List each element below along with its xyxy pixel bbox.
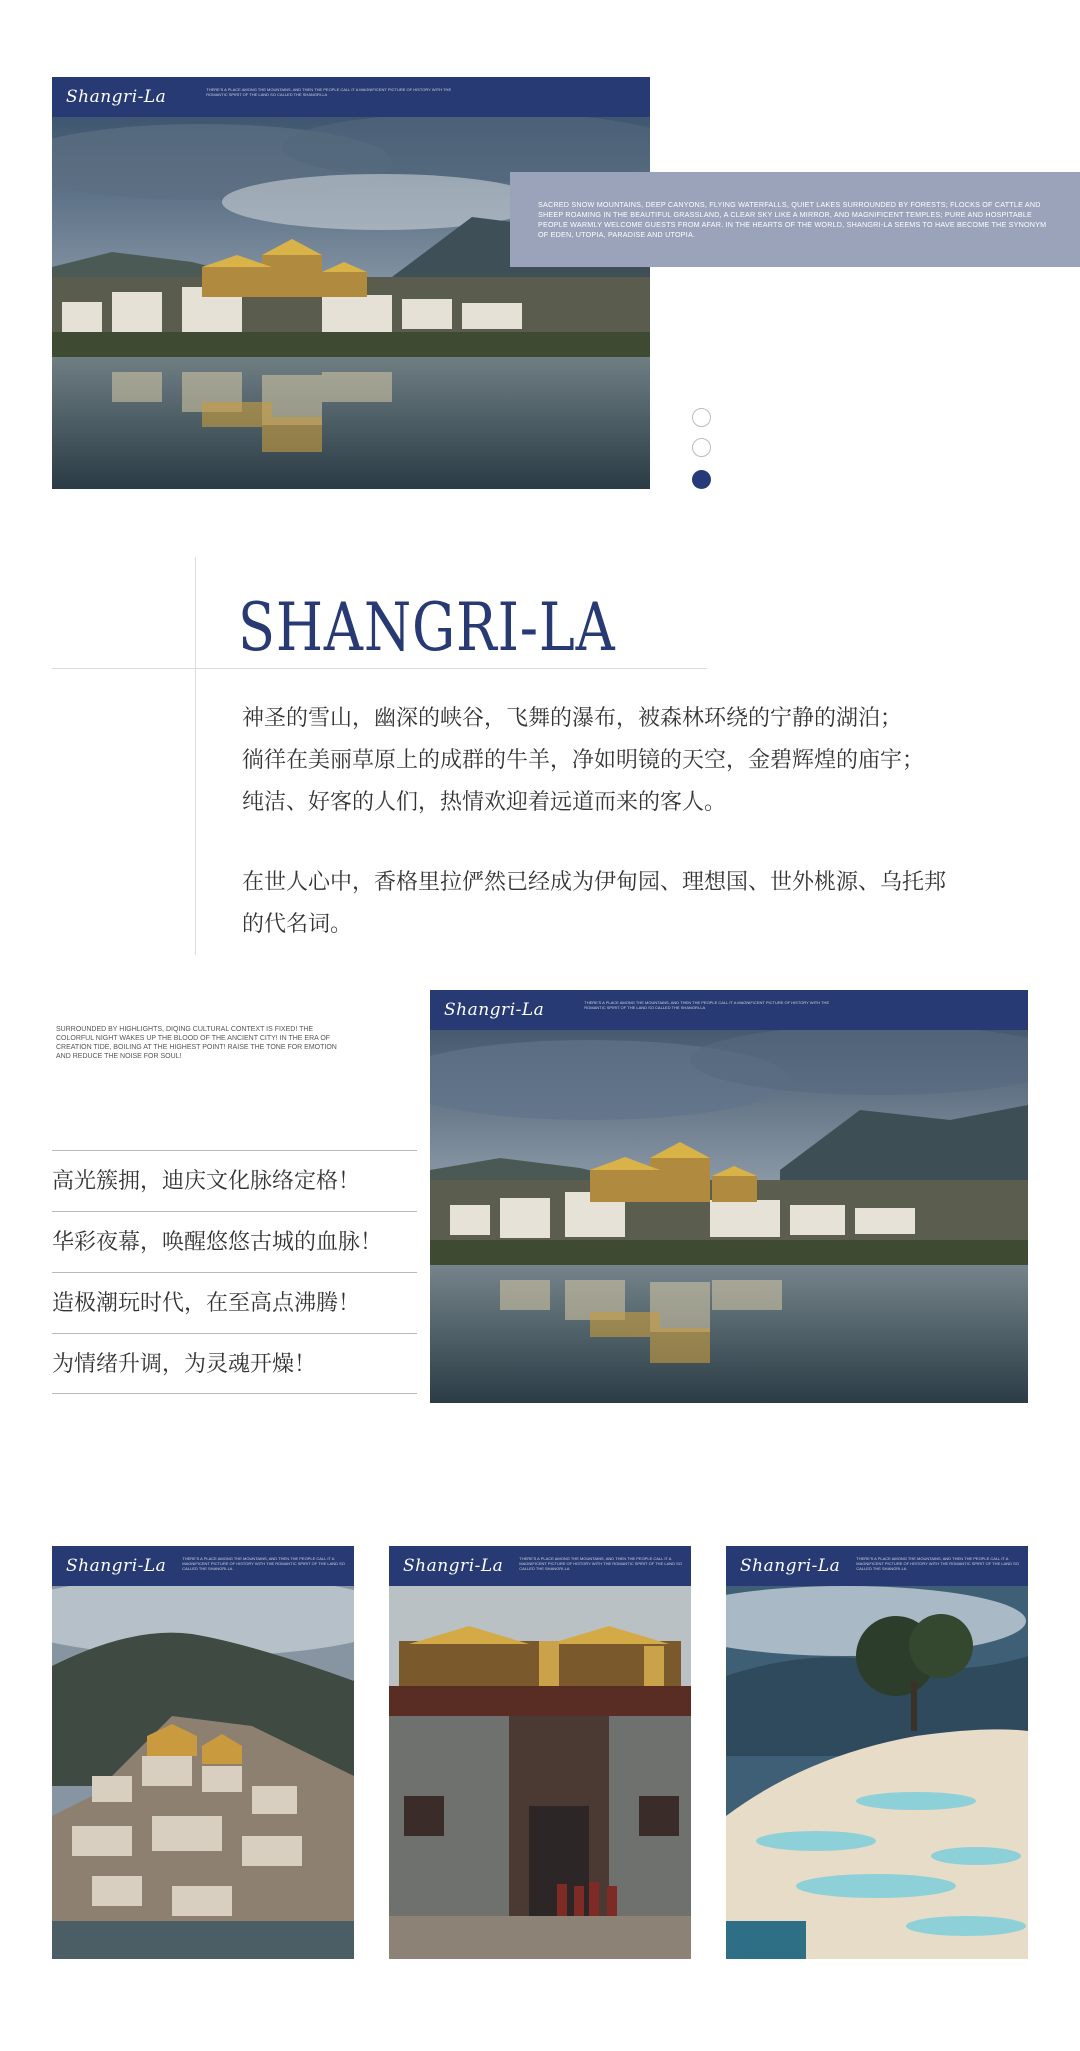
intro-line: 的代名词。 [242, 912, 353, 937]
brand-logo: Shangri-La [66, 87, 167, 107]
card-header [389, 1546, 691, 1586]
page-title: SHANGRI-LA [238, 589, 616, 667]
intro-line: 神圣的雪山，幽深的峡谷，飞舞的瀑布，被森林环绕的宁静的湖泊； [242, 706, 903, 731]
pager-dot-3[interactable] [692, 470, 711, 489]
brand-logo: Shangri-La [403, 1556, 504, 1576]
card-header [52, 77, 650, 117]
card-header [430, 990, 1028, 1030]
gallery-card-terraces [726, 1546, 1028, 1959]
card-tagline: THERE'S A PLACE AMONG THE MOUNTAINS, AND THEN THE PEOPLE CALL IT A MAGNIFICENT PICTURE OF HISTORY WITH THE ROMANTIC SPIRIT OF THE LAND SO CALLED THE SHANGRI-LA [856, 1556, 1019, 1571]
card-tagline: THERE'S A PLACE AMONG THE MOUNTAINS, AND THEN THE PEOPLE CALL IT A MAGNIFICENT PICTURE OF HISTORY WITH THE ROMANTIC SPIRIT OF THE LAND SO CALLED THE SHANGRI-LA [182, 1556, 345, 1571]
card-header [52, 1546, 354, 1586]
brand-logo: Shangri-La [740, 1556, 841, 1576]
brand-logo: Shangri-La [444, 1000, 545, 1020]
card-tagline: THERE'S A PLACE AMONG THE MOUNTAINS, AND THEN THE PEOPLE CALL IT A MAGNIFICENT PICTURE OF HISTORY WITH THE ROMANTIC SPIRIT OF THE LAND SO CALLED THE SHANGRI-LA [584, 1000, 830, 1010]
intro-line: 在世人心中，香格里拉俨然已经成为伊甸园、理想国、世外桃源、乌托邦 [242, 870, 947, 895]
intro-paragraph-2 [242, 862, 1022, 946]
pager-dot-1[interactable] [692, 408, 711, 427]
pager-dot-2[interactable] [692, 438, 711, 457]
intro-line: 徜徉在美丽草原上的成群的牛羊，净如明镜的天空，金碧辉煌的庙宇； [242, 748, 925, 773]
temple-gate-photo [389, 1586, 691, 1959]
slogan-item: 造极潮玩时代，在至高点沸腾！ [52, 1272, 417, 1333]
feature-photo-card [430, 990, 1028, 1403]
gallery-card-hillside [52, 1546, 354, 1959]
monastery-lake-photo [430, 1030, 1028, 1403]
slogan-item: 为情绪升调，为灵魂开燥！ [52, 1333, 417, 1394]
intro-line: 纯洁、好客的人们，热情欢迎着远道而来的客人。 [242, 790, 727, 815]
slogan-item: 高光簇拥，迪庆文化脉络定格！ [52, 1150, 417, 1211]
vertical-divider [195, 557, 196, 955]
card-tagline: THERE'S A PLACE AMONG THE MOUNTAINS, AND THEN THE PEOPLE CALL IT A MAGNIFICENT PICTURE OF HISTORY WITH THE ROMANTIC SPIRIT OF THE LAND SO CALLED THE SHANGRI-LA [206, 87, 452, 97]
intro-paragraph-1 [242, 698, 1022, 824]
slogan-item: 华彩夜幕，唤醒悠悠古城的血脉！ [52, 1211, 417, 1272]
gallery-card-temple [389, 1546, 691, 1959]
card-tagline: THERE'S A PLACE AMONG THE MOUNTAINS, AND THEN THE PEOPLE CALL IT A MAGNIFICENT PICTURE OF HISTORY WITH THE ROMANTIC SPIRIT OF THE LAND SO CALLED THE SHANGRI-LA [519, 1556, 682, 1571]
horizontal-divider [52, 668, 707, 669]
feature-english-text: SURROUNDED BY HIGHLIGHTS, DIQING CULTURAL CONTEXT IS FIXED! THE COLORFUL NIGHT WAKES UP THE BLOOD OF THE ANCIENT CITY! IN THE ERA OF CREATION TIDE, BOILING AT THE HIGHEST POINT! RAISE THE TONE FOR EMOTION AND REDUCE THE NOISE FOR SOUL! [56, 1026, 337, 1060]
limestone-terraces-photo [726, 1586, 1028, 1959]
hero-banner-text: SACRED SNOW MOUNTAINS, DEEP CANYONS, FLYING WATERFALLS, QUIET LAKES SURROUNDED BY FORESTS; FLOCKS OF CATTLE AND SHEEP ROAMING IN THE BEAUTIFUL GRASSLAND, A CLEAR SKY LIKE A MIRROR, AND MAGNIFICENT TEMPLES; PURE AND HOSPITABLE PEOPLE WARMLY WELCOME GUESTS FROM AFAR. IN THE HEARTS OF THE WORLD, SHANGRI-LA SEEMS TO HAVE BECOME THE SYNONYM OF EDEN, UTOPIA, PARADISE AND UTOPIA. [538, 200, 1047, 239]
slogan-list [52, 1150, 417, 1394]
card-header [726, 1546, 1028, 1586]
hero-photo-card [52, 77, 650, 489]
brand-logo: Shangri-La [66, 1556, 167, 1576]
hillside-monastery-photo [52, 1586, 354, 1959]
